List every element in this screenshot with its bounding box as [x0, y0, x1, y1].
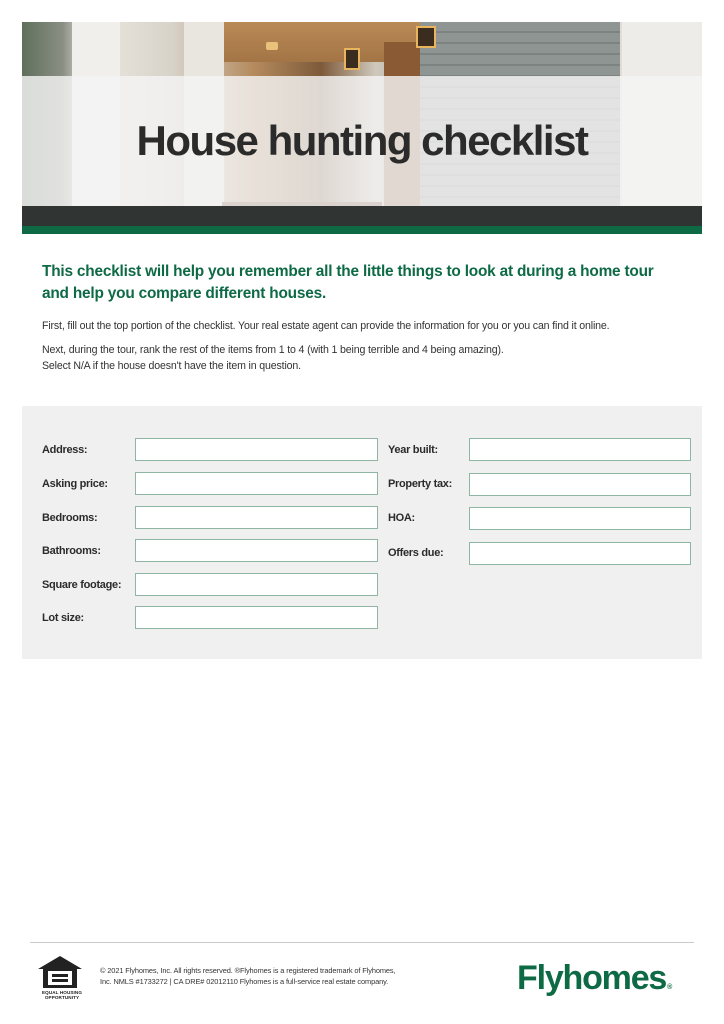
year-built-field[interactable]: [469, 438, 691, 461]
eho-line-1: EQUAL HOUSING: [41, 990, 82, 995]
intro-paragraph-2-line-1: Next, during the tour, rank the rest of the items from 1 to 4 (with 1 being terrible and 4 being amazing).: [42, 344, 504, 356]
offers-due-field[interactable]: [469, 542, 691, 565]
hero-bottom-strip: [22, 206, 702, 226]
accent-bar: [22, 226, 702, 234]
hero-banner: [22, 22, 702, 226]
asking-price-label: Asking price:: [42, 478, 108, 490]
hoa-field[interactable]: [469, 507, 691, 530]
year-built-label: Year built:: [388, 444, 438, 456]
brand-wordmark: Flyhomes: [517, 959, 667, 997]
bedrooms-field[interactable]: [135, 506, 378, 529]
property-tax-label: Property tax:: [388, 478, 452, 490]
asking-price-field[interactable]: [135, 472, 378, 495]
square-footage-label: Square footage:: [42, 579, 122, 591]
page-title: House hunting checklist: [136, 117, 588, 164]
eho-line-2: OPPORTUNITY: [44, 995, 80, 1001]
footer-divider: [30, 942, 694, 943]
equal-housing-house-icon: [36, 955, 84, 989]
intro-paragraph-2: [42, 342, 702, 374]
square-footage-field[interactable]: [135, 573, 378, 596]
bathrooms-label: Bathrooms:: [42, 545, 101, 557]
lot-size-label: Lot size:: [42, 612, 84, 624]
legal-notice: © 2021 Flyhomes, Inc. All rights reserved. ®Flyhomes is a registered trademark of Flyhomes, Inc. NMLS #1733272 | CA DRE# 02012110 Flyhomes is a full-service real estate company.: [100, 966, 396, 986]
equal-housing-text: [34, 990, 90, 1001]
flyhomes-logo: [517, 958, 672, 998]
porch-lamp-icon: [416, 26, 436, 48]
porch-lamp-icon: [344, 48, 360, 70]
registered-mark: ®: [667, 984, 673, 991]
intro-lead: This checklist will help you remember all the little things to look at during a home tour and help you compare different houses.: [42, 263, 654, 302]
intro-paragraph-2-line-2: Select N/A if the house doesn't have the item in question.: [42, 360, 301, 372]
bathrooms-field[interactable]: [135, 539, 378, 562]
offers-due-label: Offers due:: [388, 547, 444, 559]
address-label: Address:: [42, 444, 88, 456]
ceiling-light-icon: [266, 42, 278, 50]
property-tax-field[interactable]: [469, 473, 691, 496]
lot-size-field[interactable]: [135, 606, 378, 629]
address-field[interactable]: [135, 438, 378, 461]
hoa-label: HOA:: [388, 512, 415, 524]
bedrooms-label: Bedrooms:: [42, 512, 98, 524]
intro-paragraph-1: First, fill out the top portion of the checklist. Your real estate agent can provide the information for you or you can find it online.: [42, 320, 610, 332]
